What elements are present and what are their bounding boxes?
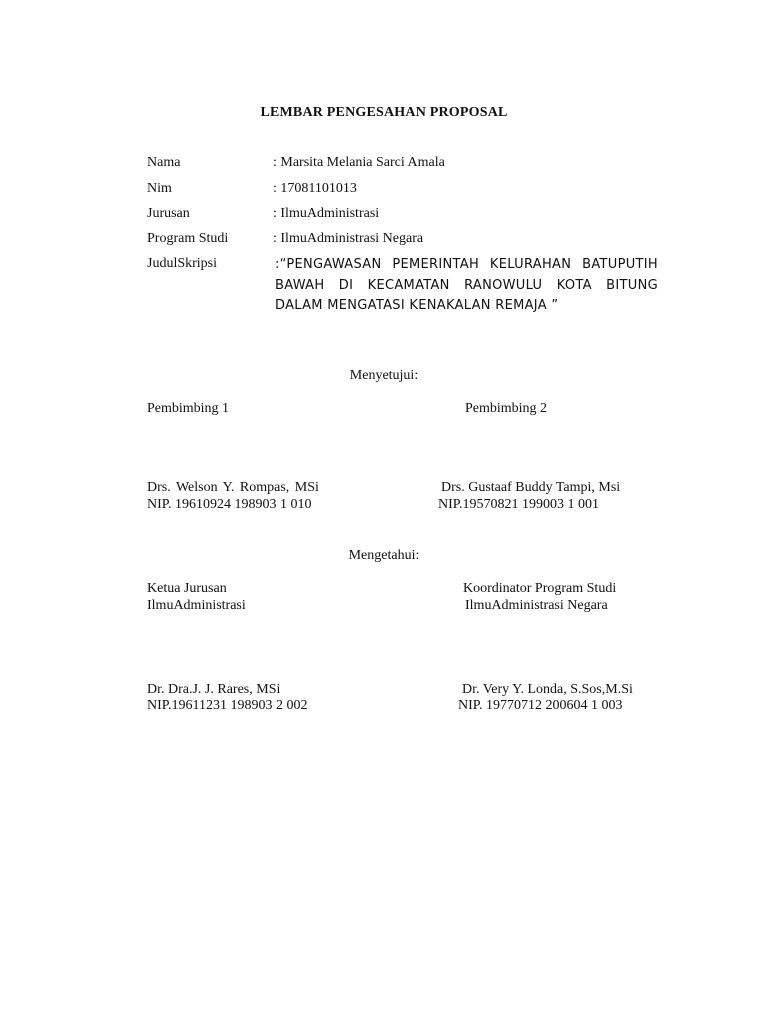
coordinator-role: Koordinator Program Studi: [463, 581, 617, 596]
supervisor-1-name: Drs. Welson Y. Rompas, MSi: [147, 480, 319, 495]
supervisor-1-role: Pembimbing 1: [147, 401, 230, 416]
name-value: : Marsita Melania Sarci Amala: [273, 155, 445, 170]
acknowledgement-heading: Mengetahui:: [348, 548, 420, 563]
approval-heading: Menyetujui:: [349, 368, 419, 383]
department-head-name: Dr. Dra.J. J. Rares, MSi: [147, 682, 281, 697]
name-label: Nama: [147, 155, 181, 170]
judul-skripsi-label: JudulSkripsi: [147, 256, 218, 271]
supervisor-1-nip: NIP. 19610924 198903 1 010: [147, 497, 312, 512]
document-title: LEMBAR PENGESAHAN PROPOSAL: [260, 105, 508, 120]
coordinator-unit: IlmuAdministrasi Negara: [465, 598, 608, 613]
department-head-role: Ketua Jurusan: [147, 581, 227, 596]
supervisor-2-nip: NIP.19570821 199003 1 001: [438, 497, 600, 512]
coordinator-name: Dr. Very Y. Londa, S.Sos,M.Si: [462, 682, 633, 697]
jurusan-label: Jurusan: [147, 206, 190, 221]
supervisor-2-name: Drs. Gustaaf Buddy Tampi, Msi: [441, 480, 621, 495]
supervisor-2-role: Pembimbing 2: [465, 401, 548, 416]
nim-value: : 17081101013: [273, 181, 357, 196]
judul-skripsi-value: :“PENGAWASAN PEMERINTAH KELURAHAN BATUPUTIH BAWAH DI KECAMATAN RANOWULU KOTA BITUNG DALAM MENGATASI KENAKALAN REMAJA ”: [275, 257, 658, 313]
department-head-nip: NIP.19611231 198903 2 002: [147, 698, 308, 713]
program-studi-value: : IlmuAdministrasi Negara: [273, 231, 424, 246]
coordinator-nip: NIP. 19770712 200604 1 003: [458, 698, 623, 713]
nim-label: Nim: [147, 181, 172, 196]
department-head-unit: IlmuAdministrasi: [147, 598, 246, 613]
jurusan-value: : IlmuAdministrasi: [273, 206, 380, 221]
program-studi-label: Program Studi: [147, 231, 229, 246]
